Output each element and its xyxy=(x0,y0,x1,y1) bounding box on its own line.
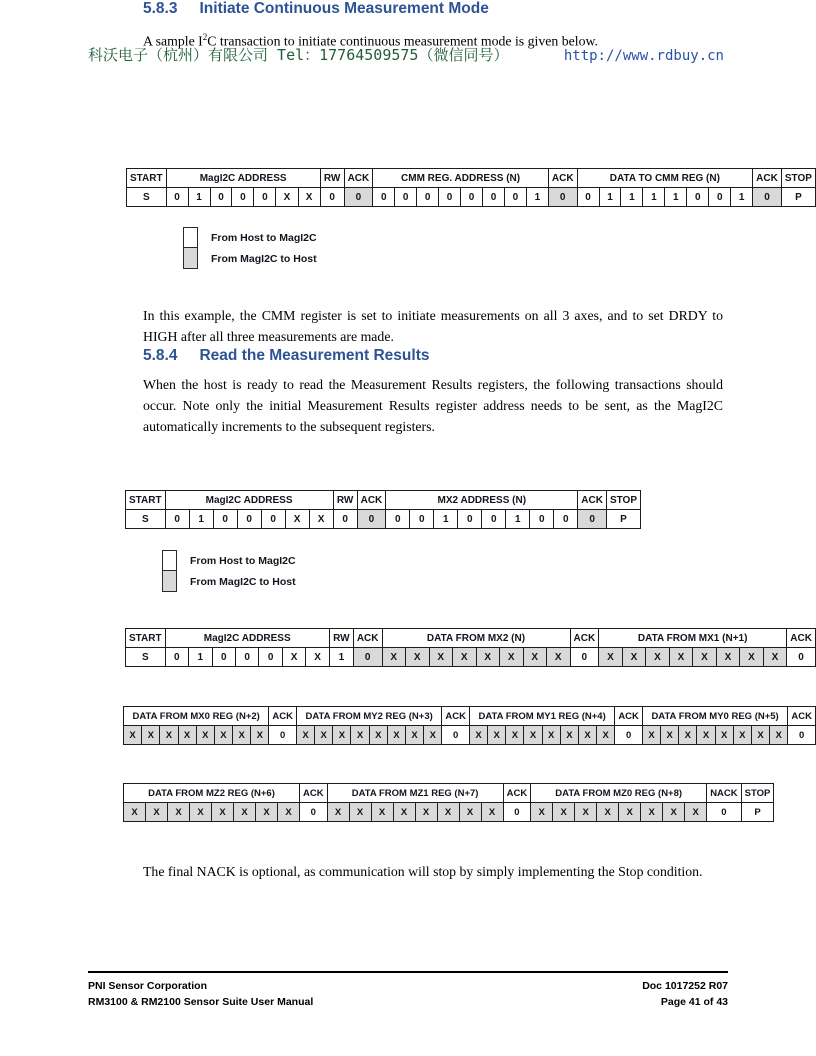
bit-cell: 0 xyxy=(530,510,554,529)
bit-cell: X xyxy=(251,726,269,745)
white-swatch xyxy=(162,550,177,571)
bit-cell: X xyxy=(476,648,500,667)
section-heading-584 xyxy=(143,347,723,365)
legend-block xyxy=(183,227,317,269)
bit-cell: X xyxy=(278,803,300,822)
field-label: ACK xyxy=(787,629,816,648)
bit-cell: X xyxy=(327,803,349,822)
bit-cell: P xyxy=(606,510,640,529)
bit-cell: X xyxy=(733,726,751,745)
intro-suffix: C transaction to initiate continuous measurement mode is given below. xyxy=(207,33,598,49)
bit-cell: 0 xyxy=(213,510,237,529)
bit-cell: X xyxy=(214,726,232,745)
bit-cell: X xyxy=(382,648,406,667)
bit-cell: 0 xyxy=(353,648,382,667)
field-label: NACK xyxy=(707,784,741,803)
bit-cell: 0 xyxy=(166,188,188,207)
bit-cell: 0 xyxy=(753,188,782,207)
content-column-3 xyxy=(143,861,723,882)
bit-cell: X xyxy=(622,648,646,667)
section-number: 5.8.3 xyxy=(143,0,178,17)
bit-cell: X xyxy=(553,803,575,822)
bit-cell: 0 xyxy=(232,188,254,207)
bit-cell: X xyxy=(415,803,437,822)
bit-cell: X xyxy=(429,648,453,667)
bit-cell: X xyxy=(190,803,212,822)
field-label: ACK xyxy=(300,784,328,803)
bit-cell: X xyxy=(542,726,560,745)
bit-cell: 0 xyxy=(461,188,483,207)
bit-cell: 0 xyxy=(554,510,578,529)
bit-cell: X xyxy=(469,726,487,745)
bit-cell: 0 xyxy=(254,188,276,207)
bit-cell: X xyxy=(663,803,685,822)
footer-right xyxy=(642,978,728,1010)
bit-cell: X xyxy=(406,648,430,667)
gray-swatch xyxy=(162,571,177,592)
closing-paragraph: The final NACK is optional, as communication will stop by simply implementing the Stop condition. xyxy=(143,864,703,879)
bit-cell: 1 xyxy=(599,188,621,207)
i2c-table-initiate-cmm xyxy=(126,168,816,207)
bit-cell: X xyxy=(282,648,306,667)
set-read-address-transaction xyxy=(125,490,641,529)
bit-cell: 0 xyxy=(787,648,816,667)
bit-cell: X xyxy=(599,648,623,667)
legend-row-host xyxy=(162,550,296,571)
footer-page-number: Page 41 of 43 xyxy=(660,996,728,1008)
bit-cell: 0 xyxy=(788,726,816,745)
bit-cell: P xyxy=(741,803,774,822)
bit-cell: X xyxy=(481,803,503,822)
bit-cell: X xyxy=(500,648,524,667)
field-label: ACK xyxy=(353,629,382,648)
bit-cell: X xyxy=(506,726,524,745)
bit-cell: X xyxy=(763,648,787,667)
bit-cell: X xyxy=(751,726,769,745)
bit-cell: 1 xyxy=(731,188,753,207)
field-label: DATA TO CMM REG (N) xyxy=(577,169,753,188)
bit-cell: X xyxy=(770,726,788,745)
bit-cell: 0 xyxy=(357,510,386,529)
legend-label-host-to-mag: From Host to MagI2C xyxy=(190,554,296,567)
bit-cell: X xyxy=(393,803,415,822)
bit-cell: X xyxy=(309,510,333,529)
bit-cell: 0 xyxy=(439,188,461,207)
bit-cell: 0 xyxy=(373,188,395,207)
field-label: ACK xyxy=(269,707,297,726)
bit-cell: 0 xyxy=(269,726,297,745)
bit-cell: X xyxy=(578,726,596,745)
field-label: STOP xyxy=(606,491,640,510)
legend-label-mag-to-host: From MagI2C to Host xyxy=(190,575,296,588)
intro-paragraph-583 xyxy=(143,27,723,52)
field-label: START xyxy=(126,629,166,648)
bit-cell: 0 xyxy=(165,648,188,667)
bit-cell: X xyxy=(661,726,679,745)
bit-cell: X xyxy=(406,726,424,745)
bit-cell: X xyxy=(669,648,693,667)
field-label: DATA FROM MZ1 REG (N+7) xyxy=(327,784,503,803)
bit-cell: 0 xyxy=(237,510,261,529)
field-label: RW xyxy=(320,169,344,188)
i2c-table-read-mz2-mz0 xyxy=(123,783,774,822)
bit-cell: X xyxy=(453,648,477,667)
bit-cell: X xyxy=(276,188,298,207)
bit-cell: 0 xyxy=(578,510,607,529)
field-label: START xyxy=(126,491,166,510)
gray-swatch xyxy=(183,248,198,269)
field-label: ACK xyxy=(503,784,531,803)
bit-cell: X xyxy=(256,803,278,822)
bit-cell: X xyxy=(124,803,146,822)
content-column-2 xyxy=(143,305,723,437)
bit-cell: 0 xyxy=(458,510,482,529)
bit-cell: X xyxy=(740,648,764,667)
section-heading-583 xyxy=(143,0,723,18)
bit-cell: X xyxy=(646,648,670,667)
bit-cell: X xyxy=(437,803,459,822)
bit-cell: X xyxy=(146,803,168,822)
bit-cell: X xyxy=(459,803,481,822)
section-number: 5.8.4 xyxy=(143,347,178,364)
bit-cell: 1 xyxy=(526,188,548,207)
bit-cell: X xyxy=(685,803,707,822)
bit-cell: 0 xyxy=(261,510,285,529)
bit-cell: P xyxy=(781,188,815,207)
bit-cell: X xyxy=(160,726,178,745)
bit-cell: 0 xyxy=(386,510,410,529)
bit-cell: X xyxy=(196,726,214,745)
bit-cell: 0 xyxy=(707,803,741,822)
bit-cell: X xyxy=(298,188,320,207)
bit-cell: X xyxy=(424,726,442,745)
bit-cell: 1 xyxy=(506,510,530,529)
bit-cell: 0 xyxy=(395,188,417,207)
bit-cell: X xyxy=(679,726,697,745)
bit-cell: X xyxy=(333,726,351,745)
bit-cell: 0 xyxy=(709,188,731,207)
bit-cell: 1 xyxy=(434,510,458,529)
bit-cell: X xyxy=(597,803,619,822)
bit-cell: X xyxy=(296,726,314,745)
bit-cell: 0 xyxy=(300,803,328,822)
bit-cell: 1 xyxy=(189,510,213,529)
field-label: ACK xyxy=(357,491,386,510)
bit-cell: 0 xyxy=(687,188,709,207)
bit-cell: 0 xyxy=(212,648,235,667)
bit-cell: 0 xyxy=(442,726,470,745)
legend-row-host xyxy=(183,227,317,248)
field-label: RW xyxy=(333,491,357,510)
bit-cell: X xyxy=(233,726,251,745)
field-label: MagI2C ADDRESS xyxy=(165,629,329,648)
vendor-contact-text: 科沃电子（杭州）有限公司 Tel：17764509575（微信同号） xyxy=(88,46,509,64)
bit-cell: 0 xyxy=(548,188,577,207)
bit-cell: 0 xyxy=(320,188,344,207)
bit-cell: X xyxy=(716,648,740,667)
bit-cell: X xyxy=(597,726,615,745)
bit-cell: 1 xyxy=(665,188,687,207)
field-label: ACK xyxy=(753,169,782,188)
bit-cell: X xyxy=(641,803,663,822)
legend-row-mag xyxy=(183,248,317,269)
field-label: DATA FROM MX1 (N+1) xyxy=(599,629,787,648)
field-label: ACK xyxy=(578,491,607,510)
field-label: ACK xyxy=(442,707,470,726)
section-title: Read the Measurement Results xyxy=(199,347,430,364)
field-label: DATA FROM MZ0 REG (N+8) xyxy=(531,784,707,803)
field-label: DATA FROM MX2 (N) xyxy=(382,629,570,648)
bit-cell: X xyxy=(285,510,309,529)
read-mx0-my2-my1-my0-transaction xyxy=(123,706,816,745)
bit-cell: X xyxy=(693,648,717,667)
bit-cell: X xyxy=(697,726,715,745)
bit-cell: X xyxy=(315,726,333,745)
content-column xyxy=(143,0,723,52)
bit-cell: X xyxy=(488,726,506,745)
bit-cell: 0 xyxy=(344,188,373,207)
bit-cell: X xyxy=(531,803,553,822)
bit-cell: X xyxy=(523,648,547,667)
bit-cell: X xyxy=(575,803,597,822)
field-label: START xyxy=(127,169,167,188)
bit-cell: S xyxy=(126,648,166,667)
field-label: DATA FROM MZ2 REG (N+6) xyxy=(124,784,300,803)
legend-row-mag xyxy=(162,571,296,592)
bit-cell: X xyxy=(124,726,142,745)
superscript-2: 2 xyxy=(202,32,208,42)
bit-cell: 1 xyxy=(188,188,210,207)
intro-prefix: A sample I xyxy=(143,33,203,49)
field-label: STOP xyxy=(781,169,815,188)
bit-cell: X xyxy=(234,803,256,822)
footer-company: PNI Sensor Corporation xyxy=(88,980,208,992)
bit-cell: 0 xyxy=(410,510,434,529)
read-mz2-mz1-mz0-transaction xyxy=(123,783,774,822)
initiate-cmm-transaction xyxy=(126,168,816,207)
field-label: MagI2C ADDRESS xyxy=(166,169,320,188)
bit-cell: 0 xyxy=(482,510,506,529)
bit-cell: 1 xyxy=(189,648,212,667)
bit-cell: X xyxy=(369,726,387,745)
footer-doc-number: Doc 1017252 R07 xyxy=(642,980,728,992)
bit-cell: 0 xyxy=(417,188,439,207)
field-label: DATA FROM MY2 REG (N+3) xyxy=(296,707,441,726)
read-mx2-mx1-transaction xyxy=(125,628,816,667)
note-paragraph-583: In this example, the CMM register is set to initiate measurements on all 3 axes, and to set DRDY to HIGH after all three measurements are made. xyxy=(143,308,723,344)
i2c-table-read-mx2-mx1 xyxy=(125,628,816,667)
bit-cell: X xyxy=(560,726,578,745)
i2c-table-set-read-address xyxy=(125,490,641,529)
i2c-table-read-mx0-my0 xyxy=(123,706,816,745)
field-label: CMM REG. ADDRESS (N) xyxy=(373,169,549,188)
bit-cell: X xyxy=(349,803,371,822)
section-title: Initiate Continuous Measurement Mode xyxy=(199,0,489,17)
white-swatch xyxy=(183,227,198,248)
bit-cell: 0 xyxy=(333,510,357,529)
bit-cell: X xyxy=(387,726,405,745)
field-label: ACK xyxy=(344,169,373,188)
field-label: DATA FROM MX0 REG (N+2) xyxy=(124,707,269,726)
field-label: STOP xyxy=(741,784,774,803)
bit-cell: X xyxy=(715,726,733,745)
field-label: RW xyxy=(329,629,353,648)
bit-cell: 0 xyxy=(165,510,189,529)
field-label: ACK xyxy=(570,629,599,648)
bit-cell: X xyxy=(178,726,196,745)
bit-cell: 0 xyxy=(235,648,258,667)
bit-cell: X xyxy=(642,726,660,745)
field-label: DATA FROM MY0 REG (N+5) xyxy=(642,707,787,726)
bit-cell: 0 xyxy=(259,648,282,667)
vendor-url-link[interactable]: http://www.rdbuy.cn xyxy=(563,48,724,64)
intro-paragraph-584: When the host is ready to read the Measurement Results registers, the following transactions should occur. Note only the initial Measurement Results register address needs to be sent, as the MagI2C automatically increments to the subsequent registers. xyxy=(143,377,723,434)
bit-cell: X xyxy=(547,648,571,667)
bit-cell: 0 xyxy=(504,188,526,207)
field-label: MagI2C ADDRESS xyxy=(165,491,333,510)
legend-block-2 xyxy=(162,550,296,592)
bit-cell: X xyxy=(168,803,190,822)
bit-cell: 1 xyxy=(329,648,353,667)
bit-cell: S xyxy=(127,188,167,207)
bit-cell: 1 xyxy=(621,188,643,207)
bit-cell: 0 xyxy=(615,726,643,745)
bit-cell: 0 xyxy=(577,188,599,207)
bit-cell: X xyxy=(212,803,234,822)
field-label: MX2 ADDRESS (N) xyxy=(386,491,578,510)
bit-cell: X xyxy=(351,726,369,745)
footer-manual-title: RM3100 & RM2100 Sensor Suite User Manual xyxy=(88,996,314,1008)
legend-label-mag-to-host: From MagI2C to Host xyxy=(211,252,317,265)
bit-cell: X xyxy=(524,726,542,745)
bit-cell: X xyxy=(371,803,393,822)
field-label: ACK xyxy=(548,169,577,188)
bit-cell: X xyxy=(306,648,330,667)
bit-cell: 0 xyxy=(570,648,599,667)
bit-cell: X xyxy=(619,803,641,822)
bit-cell: X xyxy=(142,726,160,745)
footer-left xyxy=(88,978,313,1010)
bit-cell: 1 xyxy=(643,188,665,207)
field-label: ACK xyxy=(788,707,816,726)
bit-cell: 0 xyxy=(210,188,232,207)
field-label: ACK xyxy=(615,707,643,726)
bit-cell: S xyxy=(126,510,166,529)
bit-cell: 0 xyxy=(503,803,531,822)
field-label: DATA FROM MY1 REG (N+4) xyxy=(469,707,614,726)
bit-cell: 0 xyxy=(483,188,505,207)
legend-label-host-to-mag: From Host to MagI2C xyxy=(211,231,317,244)
page-footer xyxy=(88,971,728,1010)
